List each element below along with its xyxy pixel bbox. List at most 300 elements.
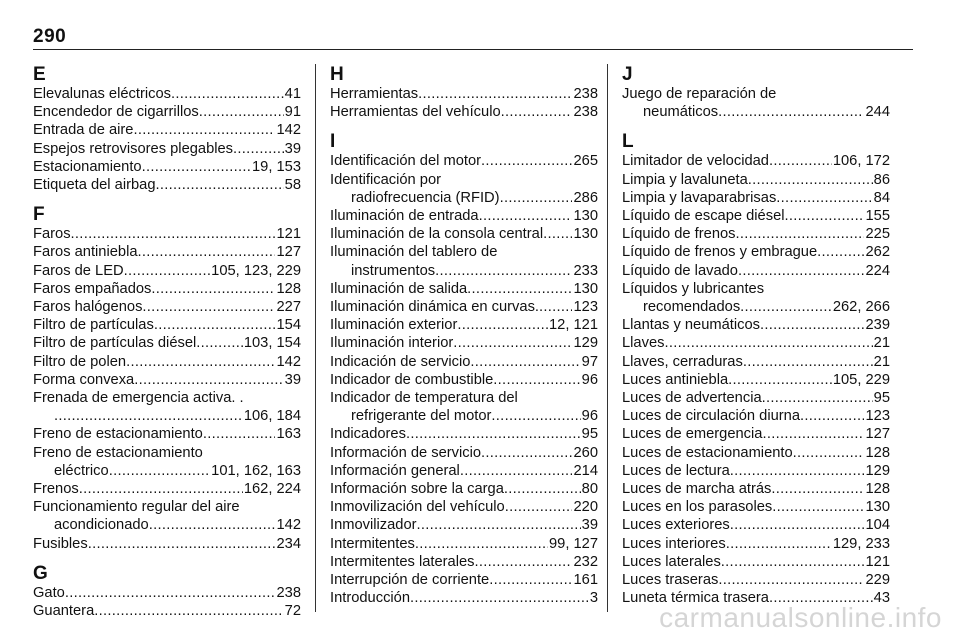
- section-letter: I: [330, 131, 336, 153]
- index-entry: [330, 103, 598, 121]
- index-entry-pages: 97: [581, 353, 598, 370]
- leader-dots: [493, 371, 580, 389]
- leader-dots: [171, 85, 284, 103]
- index-entry: [622, 535, 890, 553]
- index-entry-pages: 260: [573, 444, 598, 461]
- leader-dots: [134, 371, 283, 389]
- index-entry-pages: 142: [276, 353, 301, 370]
- index-section: [33, 64, 301, 194]
- index-entry-pages: 244: [865, 104, 890, 121]
- index-entry-term: Luces de marcha atrás: [622, 481, 772, 498]
- leader-dots: [196, 334, 243, 352]
- index-entry-term: Fusibles: [33, 535, 88, 552]
- index-entry-term: Luces laterales: [622, 553, 721, 570]
- leader-dots: [800, 407, 864, 425]
- index-entry-term: Intermitentes laterales: [330, 553, 475, 570]
- index-entry: [330, 498, 598, 516]
- index-entry: [330, 553, 598, 571]
- index-entry: [33, 334, 301, 352]
- leader-dots: [233, 140, 284, 158]
- index-entry: [622, 462, 890, 480]
- section-letter: G: [33, 562, 48, 584]
- index-entry-term: Información de servicio: [330, 444, 482, 461]
- index-entry-pages: 96: [581, 371, 598, 388]
- index-entry-pages: 121: [865, 553, 890, 570]
- index-entry-term: Limpia y lavaluneta: [622, 171, 748, 188]
- index-entry-continuation: acondicionado: [54, 517, 149, 534]
- index-entry: [33, 280, 301, 298]
- index-entry-term: Funcionamiento regular del aire: [33, 499, 240, 516]
- header-rule: [33, 49, 913, 50]
- leader-dots: [199, 103, 284, 121]
- leader-dots: [505, 498, 573, 516]
- index-entry: [622, 262, 890, 280]
- index-entry: [622, 298, 890, 316]
- index-entry: [33, 176, 301, 194]
- leader-dots: [817, 243, 864, 261]
- index-entry: [622, 516, 890, 534]
- index-entry: [330, 516, 598, 534]
- leader-dots: [71, 225, 276, 243]
- index-entry-term: Llaves, cerraduras: [622, 353, 743, 370]
- index-entry: [33, 407, 301, 425]
- index-entry: [330, 589, 598, 607]
- index-entry-continuation: instrumentos: [351, 262, 436, 279]
- leader-dots: [539, 298, 572, 316]
- index-entry-continuation: eléctrico: [54, 462, 109, 479]
- index-entry-pages: 104: [865, 517, 890, 534]
- index-entry-term: Herramientas: [330, 86, 419, 102]
- index-section: [33, 563, 301, 620]
- index-entry: [33, 462, 301, 480]
- index-entry-term: Indicador de combustible: [330, 371, 494, 388]
- index-section: [33, 204, 301, 553]
- index-entry-pages: 129, 233: [832, 535, 890, 552]
- index-entry-pages: 86: [873, 171, 890, 188]
- index-entry: [330, 262, 598, 280]
- section-letter: L: [622, 131, 634, 153]
- column-divider: [607, 64, 608, 612]
- leader-dots: [109, 462, 210, 480]
- index-entry: [33, 103, 301, 121]
- leader-dots: [718, 103, 864, 121]
- index-entry-pages: 127: [276, 244, 301, 261]
- index-entry-term: Luces de circulación diurna: [622, 408, 800, 425]
- index-entry: [33, 353, 301, 371]
- index-entry-term: Faros halógenos: [33, 299, 143, 316]
- index-entry-term: Indicadores: [330, 426, 406, 443]
- index-entry-pages: 224: [865, 262, 890, 279]
- leader-dots: [133, 121, 275, 139]
- leader-dots: [151, 280, 275, 298]
- leader-dots: [475, 553, 573, 571]
- index-entry: [622, 498, 890, 516]
- leader-dots: [489, 571, 572, 589]
- index-entry: [33, 480, 301, 498]
- index-entry-pages: 233: [573, 262, 598, 279]
- index-entry-term: Faros antiniebla: [33, 244, 138, 261]
- index-entry-term: Luces de emergencia: [622, 426, 763, 443]
- index-entry-term: Identificación por: [330, 171, 442, 188]
- leader-dots: [124, 262, 211, 280]
- index-entry-term: Freno de estacionamiento: [33, 444, 203, 461]
- index-entry-term: Herramientas del vehículo: [330, 104, 501, 121]
- index-entry: [330, 480, 598, 498]
- index-entry: [622, 225, 890, 243]
- index-entry: [622, 444, 890, 462]
- index-entry: [622, 334, 890, 352]
- index-entry-pages: 227: [276, 299, 301, 316]
- index-entry-term: Forma convexa: [33, 371, 135, 388]
- leader-dots: [435, 262, 572, 280]
- leader-dots: [740, 298, 832, 316]
- index-entry-pages: 95: [581, 426, 598, 443]
- index-entry: [330, 407, 598, 425]
- index-entry: [622, 243, 890, 261]
- index-entry-pages: 3: [589, 590, 598, 607]
- index-entry-term: Faros empañados: [33, 280, 152, 297]
- index-entry-continuation: neumáticos: [643, 104, 719, 121]
- index-entry-pages: 39: [581, 517, 598, 534]
- leader-dots: [79, 480, 243, 498]
- leader-dots: [149, 516, 276, 534]
- leader-dots: [155, 176, 283, 194]
- index-entry: [330, 225, 598, 243]
- index-entry-pages: 238: [573, 104, 598, 121]
- index-entry-term: Inmovilización del vehículo: [330, 499, 505, 516]
- index-entry-pages: 128: [865, 481, 890, 498]
- index-entry-pages: 121: [276, 226, 301, 243]
- index-entry-pages: 238: [573, 86, 598, 102]
- index-column-2: [330, 64, 598, 607]
- index-entry: [330, 189, 598, 207]
- index-entry-term: Líquido de frenos y embrague: [622, 244, 818, 261]
- index-entry-term: Luces traseras: [622, 572, 719, 589]
- index-entry-term: Indicador de temperatura del: [330, 390, 518, 407]
- index-entry-pages: 123: [865, 408, 890, 425]
- index-entry: [330, 334, 598, 352]
- index-entry-pages: 225: [865, 226, 890, 243]
- leader-dots: [718, 571, 864, 589]
- index-entry-term: Estacionamiento: [33, 158, 142, 175]
- index-entry-term: Limitador de velocidad: [622, 153, 769, 170]
- index-entry-pages: 262: [865, 244, 890, 261]
- index-entry-term: Guantera: [33, 603, 95, 620]
- index-entry: [33, 371, 301, 389]
- leader-dots: [457, 316, 548, 334]
- index-entry-continuation: refrigerante del motor: [351, 408, 492, 425]
- leader-dots: [453, 334, 572, 352]
- leader-dots: [771, 480, 864, 498]
- index-entry-pages: 43: [873, 590, 890, 607]
- index-entry: [330, 571, 598, 589]
- leader-dots: [126, 353, 275, 371]
- column-divider: [315, 64, 316, 612]
- index-entry-pages: 130: [573, 208, 598, 225]
- index-entry-term: Gato: [33, 584, 65, 601]
- index-entry-term: Luces exteriores: [622, 517, 730, 534]
- index-entry-term: Frenada de emergencia activa. .: [33, 390, 244, 407]
- index-entry-term: Luneta térmica trasera: [622, 590, 769, 607]
- index-entry-term: Limpia y lavaparabrisas: [622, 189, 777, 206]
- index-entry-term: Indicación de servicio: [330, 353, 471, 370]
- index-entry-pages: 21: [873, 353, 890, 370]
- index-entry: [33, 425, 301, 443]
- leader-dots: [726, 535, 832, 553]
- index-entry-pages: 21: [873, 335, 890, 352]
- leader-dots: [721, 553, 865, 571]
- index-entry-pages: 128: [865, 444, 890, 461]
- index-entry-pages: 129: [573, 335, 598, 352]
- index-entry: [330, 280, 598, 298]
- index-entry: [33, 121, 301, 139]
- index-entry-term: Faros: [33, 226, 71, 243]
- index-entry: [330, 462, 598, 480]
- index-entry-term: Intermitentes: [330, 535, 415, 552]
- leader-dots: [142, 298, 275, 316]
- index-entry-pages: 105, 229: [832, 371, 890, 388]
- index-entry-pages: 239: [865, 317, 890, 334]
- leader-dots: [481, 152, 572, 170]
- index-entry: [622, 152, 890, 170]
- leader-dots: [88, 535, 276, 553]
- index-entry: [622, 480, 890, 498]
- index-entry: [33, 602, 301, 620]
- index-entry-pages: 129: [865, 462, 890, 479]
- index-section: [330, 64, 598, 121]
- section-letter: J: [622, 64, 633, 85]
- index-entry-continuation: radiofrecuencia (RFID): [351, 189, 500, 206]
- index-entry-term: Filtro de polen: [33, 353, 127, 370]
- index-entry: [622, 171, 890, 189]
- index-entry-term: Luces antiniebla: [622, 371, 729, 388]
- index-entry-term: Frenos: [33, 481, 79, 498]
- index-entry-term: Llantas y neumáticos: [622, 317, 760, 334]
- index-entry-pages: 72: [284, 603, 301, 620]
- index-entry-pages: 214: [573, 462, 598, 479]
- leader-dots: [504, 480, 581, 498]
- index-entry-pages: 84: [873, 189, 890, 206]
- index-entry-pages: 142: [276, 122, 301, 139]
- index-entry: [33, 316, 301, 334]
- index-entry-pages: 39: [284, 140, 301, 157]
- index-entry-term: Iluminación de la consola central: [330, 226, 544, 243]
- leader-dots: [785, 207, 865, 225]
- index-entry: [330, 371, 598, 389]
- page-number: 290: [33, 26, 67, 47]
- index-entry-term: Luces de estacionamiento: [622, 444, 793, 461]
- index-entry-term: Iluminación de entrada: [330, 208, 479, 225]
- index-entry-term: Juego de reparación de: [622, 86, 777, 102]
- index-entry-pages: 99, 127: [548, 535, 598, 552]
- index-entry-continuation: recomendados: [643, 299, 741, 316]
- leader-dots: [460, 462, 573, 480]
- index-entry: [622, 407, 890, 425]
- index-entry-term: Elevalunas eléctricos: [33, 86, 171, 102]
- index-entry-term: Llaves: [622, 335, 665, 352]
- index-entry: [330, 444, 598, 462]
- index-entry-pages: 232: [573, 553, 598, 570]
- leader-dots: [736, 225, 865, 243]
- index-entry-pages: 41: [284, 86, 301, 102]
- index-column-1: [33, 64, 301, 620]
- index-entry-pages: 286: [573, 189, 598, 206]
- index-entry-term: Iluminación interior: [330, 335, 454, 352]
- leader-dots: [738, 262, 865, 280]
- index-entry-pages: 12, 121: [548, 317, 598, 334]
- index-entry-term: Luces de lectura: [622, 462, 730, 479]
- section-letter: F: [33, 204, 45, 226]
- index-entry-term: Líquido de escape diésel: [622, 208, 785, 225]
- index-entry-term: Información general: [330, 462, 460, 479]
- index-entry-term: Interrupción de corriente: [330, 572, 490, 589]
- index-entry-term: Luces de advertencia: [622, 390, 762, 407]
- leader-dots: [417, 516, 581, 534]
- index-entry: [33, 140, 301, 158]
- index-entry: [330, 353, 598, 371]
- leader-dots: [491, 407, 580, 425]
- index-entry: [622, 207, 890, 225]
- leader-dots: [65, 584, 276, 602]
- index-entry-pages: 142: [276, 517, 301, 534]
- index-entry: [622, 425, 890, 443]
- index-entry-pages: 155: [865, 208, 890, 225]
- leader-dots: [743, 353, 873, 371]
- index-entry-term: Iluminación de salida: [330, 280, 468, 297]
- leader-dots: [138, 243, 276, 261]
- index-entry: [622, 371, 890, 389]
- index-entry-pages: 162, 224: [243, 481, 301, 498]
- leader-dots: [776, 189, 872, 207]
- index-entry-term: Iluminación dinámica en curvas.: [330, 299, 539, 316]
- leader-dots: [543, 225, 572, 243]
- index-entry-term: Freno de estacionamiento: [33, 426, 203, 443]
- index-entry: [330, 207, 598, 225]
- index-section: [622, 131, 890, 607]
- index-entry: [33, 158, 301, 176]
- index-entry: [330, 535, 598, 553]
- index-entry: [330, 85, 598, 103]
- index-entry-pages: 163: [276, 426, 301, 443]
- index-entry: [622, 389, 890, 407]
- index-entry-pages: 229: [865, 572, 890, 589]
- index-entry: [330, 425, 598, 443]
- index-entry-pages: 106, 172: [832, 153, 890, 170]
- index-entry-term: Introducción: [330, 590, 411, 607]
- leader-dots: [501, 103, 573, 121]
- leader-dots: [760, 316, 865, 334]
- index-entry-term: Líquido de lavado: [622, 262, 738, 279]
- index-entry-pages: 265: [573, 153, 598, 170]
- index-entry-pages: 101, 162, 163: [211, 462, 301, 479]
- index-entry-pages: 39: [284, 371, 301, 388]
- index-entry-term: Líquidos y lubricantes: [622, 280, 765, 297]
- section-letter: H: [330, 64, 344, 85]
- leader-dots: [748, 171, 873, 189]
- index-entry-pages: 96: [581, 408, 598, 425]
- leader-dots: [418, 85, 572, 103]
- leader-dots: [94, 602, 283, 620]
- index-entry-pages: 127: [865, 426, 890, 443]
- leader-dots: [730, 516, 865, 534]
- index-entry: [622, 189, 890, 207]
- index-entry: [622, 571, 890, 589]
- index-entry: [33, 298, 301, 316]
- leader-dots: [415, 535, 548, 553]
- index-entry-pages: 19, 153: [251, 158, 301, 175]
- index-entry-pages: 95: [873, 390, 890, 407]
- index-entry-pages: 80: [581, 481, 598, 498]
- index-entry-term: Líquido de frenos: [622, 226, 736, 243]
- leader-dots: [142, 158, 251, 176]
- leader-dots: [406, 425, 581, 443]
- index-entry-term: Encendedor de cigarrillos: [33, 104, 199, 121]
- index-entry-pages: 103, 154: [243, 335, 301, 352]
- index-entry-term: Identificación del motor: [330, 153, 482, 170]
- leader-dots: [481, 444, 572, 462]
- leader-dots: [470, 353, 580, 371]
- index-column-3: [622, 64, 890, 607]
- index-entry-term: Espejos retrovisores plegables: [33, 140, 234, 157]
- index-entry-pages: 106, 184: [243, 408, 301, 425]
- leader-dots: [203, 425, 276, 443]
- index-entry-term: Filtro de partículas: [33, 317, 154, 334]
- index-entry-pages: 238: [276, 584, 301, 601]
- index-entry-pages: 58: [284, 177, 301, 194]
- index-entry: [330, 316, 598, 334]
- index-entry-pages: 262, 266: [832, 299, 890, 316]
- index-entry: [33, 584, 301, 602]
- leader-dots: [500, 189, 573, 207]
- index-entry-term: Faros de LED: [33, 262, 124, 279]
- index-section: [622, 64, 890, 121]
- leader-dots: [728, 371, 832, 389]
- leader-dots: [762, 389, 873, 407]
- index-entry: [622, 103, 890, 121]
- index-entry-term: Luces en los parasoles: [622, 499, 773, 516]
- leader-dots: [730, 462, 865, 480]
- index-entry: [330, 152, 598, 170]
- leader-dots: [772, 498, 864, 516]
- index-entry: [622, 353, 890, 371]
- section-letter: E: [33, 64, 46, 85]
- leader-dots: [154, 316, 276, 334]
- watermark: carmanualsonline.info: [659, 602, 942, 633]
- index-entry: [33, 243, 301, 261]
- index-entry-term: Información sobre la carga: [330, 481, 504, 498]
- index-entry-term: Iluminación exterior: [330, 317, 458, 334]
- leader-dots: [479, 207, 573, 225]
- index-entry-pages: 130: [865, 499, 890, 516]
- index-entry: [33, 262, 301, 280]
- index-entry: [33, 85, 301, 103]
- index-entry-term: Filtro de partículas diésel: [33, 335, 197, 352]
- leader-dots: [762, 425, 864, 443]
- index-entry: [33, 516, 301, 534]
- index-entry-term: Iluminación del tablero de: [330, 244, 498, 261]
- index-entry-pages: 161: [573, 572, 598, 589]
- leader-dots: [793, 444, 865, 462]
- index-entry-term: Luces interiores: [622, 535, 726, 552]
- index-entry: [622, 316, 890, 334]
- leader-dots: [54, 407, 243, 425]
- index-entry: [622, 553, 890, 571]
- leader-dots: [769, 152, 832, 170]
- index-entry-pages: 91: [284, 104, 301, 121]
- index-entry-term: Entrada de aire: [33, 122, 134, 139]
- index-entry: [33, 535, 301, 553]
- leader-dots: [467, 280, 572, 298]
